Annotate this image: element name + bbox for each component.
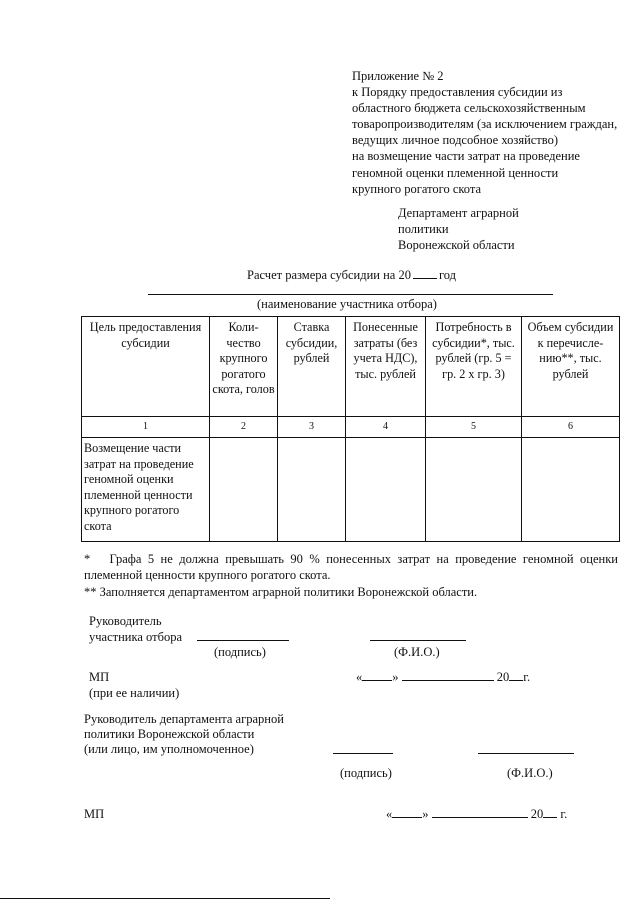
stamp-label: МП: [89, 670, 110, 684]
document-title: [247, 268, 456, 283]
department-head-label: Руководитель департамента аграрной: [84, 712, 284, 726]
participant-head-label-2: участника отбора: [89, 630, 182, 644]
annex-header: [352, 68, 637, 197]
annex-line: геномной оценки племенной ценности: [352, 165, 559, 180]
column-number: 4: [346, 417, 426, 438]
annex-line: крупного рогатого скота: [352, 181, 482, 196]
month-blank[interactable]: [402, 680, 494, 681]
participant-date: « » 20 г.: [356, 670, 531, 684]
need-cell[interactable]: [426, 438, 522, 542]
annex-line: Приложение № 2: [352, 69, 444, 83]
department-signature-caption: (подпись): [340, 766, 392, 780]
department-fio-caption: (Ф.И.О.): [507, 766, 553, 780]
participant-signature-line[interactable]: [197, 640, 289, 641]
column-number: 1: [82, 417, 210, 438]
purpose-cell: Возмещение части затрат на проведение геномной оценки племенной ценности крупного рогатого скота: [82, 438, 210, 542]
header-cell: Ставка субсидии, рублей: [278, 317, 346, 417]
year-blank[interactable]: [509, 680, 523, 681]
participant-head-label: Руководитель: [89, 614, 162, 628]
annex-line: ведущих личное подсобное хозяйство): [352, 133, 558, 148]
header-cell: Объем субсидии к перечисле-нию**, тыс. рублей: [522, 317, 620, 417]
subsidy-table: [81, 316, 620, 542]
header-cell: Цель предоставления субсидии: [82, 317, 210, 417]
header-cell: Потребность в субсидии*, тыс. рублей (гр. 5 = гр. 2 х гр. 3): [426, 317, 522, 417]
rate-cell[interactable]: [278, 438, 346, 542]
participant-name-line[interactable]: [148, 294, 553, 295]
participant-fio-caption: (Ф.И.О.): [394, 645, 440, 659]
table-row: [82, 438, 620, 542]
page-footnote-separator: [0, 898, 330, 899]
title-year-word: год: [438, 268, 457, 282]
expenses-cell[interactable]: [346, 438, 426, 542]
footnote-1-text: Графа 5 не должна превышать 90 % понесенных затрат на проведение геномной оценки племенной ценности крупного рогатого скота.: [84, 552, 618, 582]
day-blank[interactable]: [362, 680, 392, 681]
title-text: Расчет размера субсидии на 20: [247, 268, 411, 282]
column-number: 2: [210, 417, 278, 438]
day-blank-2[interactable]: [392, 817, 422, 818]
annex-line: товаропроизводителям (за исключением граждан,: [352, 117, 618, 132]
month-blank-2[interactable]: [432, 817, 528, 818]
table-header-row: [82, 317, 620, 417]
department-line: политики: [398, 222, 449, 236]
footnote-1: [84, 551, 618, 583]
column-number-row: [82, 417, 620, 438]
department-head-label-2: политики Воронежской области: [84, 727, 255, 741]
cattle-count-cell[interactable]: [210, 438, 278, 542]
year-blank[interactable]: [413, 268, 437, 279]
department-fio-line[interactable]: [478, 753, 574, 754]
participant-fio-line[interactable]: [370, 640, 466, 641]
stamp-note: (при ее наличии): [89, 686, 180, 700]
department-head-label-3: (или лицо, им уполномоченное): [84, 742, 254, 756]
column-number: 6: [522, 417, 620, 438]
annex-line: областного бюджета сельскохозяйственным: [352, 101, 586, 116]
participant-caption: (наименование участника отбора): [257, 297, 437, 311]
header-cell: Понесенные затраты (без учета НДС), тыс. рублей: [346, 317, 426, 417]
header-cell: Коли-чество крупного рогатого скота, голов: [210, 317, 278, 417]
annex-line: к Порядку предоставления субсидии из: [352, 85, 563, 100]
column-number: 5: [426, 417, 522, 438]
department-date: « » 20 г.: [386, 807, 568, 821]
stamp-label-2: МП: [84, 807, 105, 821]
department-addressee: [398, 205, 519, 253]
participant-signature-caption: (подпись): [214, 645, 266, 659]
department-signature-line[interactable]: [333, 753, 393, 754]
transfer-cell[interactable]: [522, 438, 620, 542]
annex-line: на возмещение части затрат на проведение: [352, 149, 580, 164]
column-number: 3: [278, 417, 346, 438]
department-line: Воронежской области: [398, 238, 515, 252]
year-blank-2[interactable]: [543, 817, 557, 818]
footnote-2: ** Заполняется департаментом аграрной политики Воронежской области.: [84, 585, 478, 599]
department-line: Департамент аграрной: [398, 206, 519, 220]
footnote-1-mark: *: [84, 552, 91, 566]
